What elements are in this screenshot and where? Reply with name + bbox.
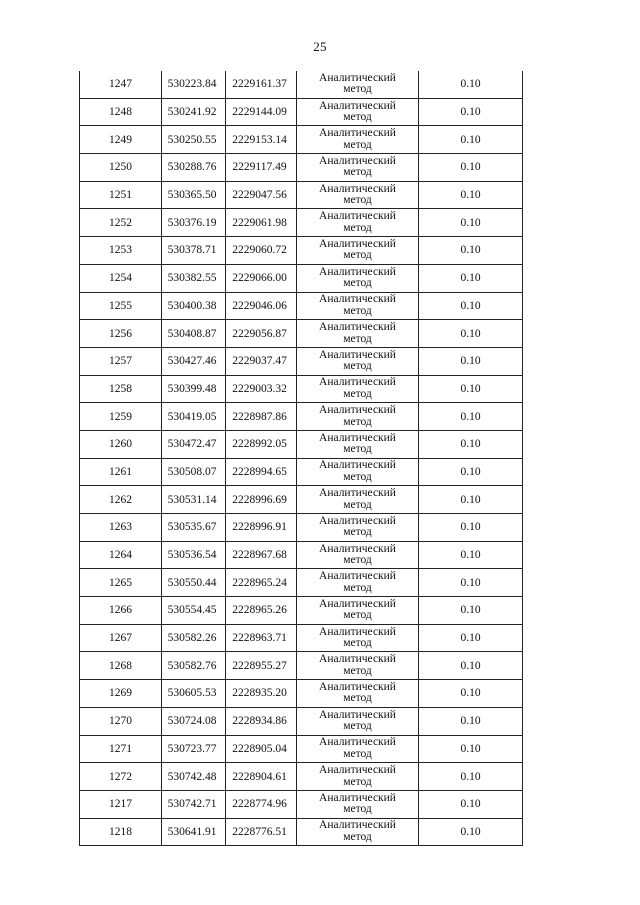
point-number-cell: 1268 bbox=[80, 652, 162, 680]
accuracy-cell: 0.10 bbox=[419, 71, 523, 98]
table-row bbox=[80, 209, 523, 237]
x-coordinate-cell: 530250.55 bbox=[162, 126, 226, 154]
x-coordinate-cell: 530536.54 bbox=[162, 541, 226, 569]
method-cell bbox=[297, 790, 419, 818]
method-text: метод bbox=[343, 720, 372, 733]
table-row bbox=[80, 514, 523, 542]
method-text: Аналитический bbox=[319, 431, 396, 444]
y-coordinate-cell: 2229037.47 bbox=[226, 347, 297, 375]
y-coordinate-cell: 2229003.32 bbox=[226, 375, 297, 403]
y-coordinate-cell: 2228965.26 bbox=[226, 597, 297, 625]
table-row bbox=[80, 347, 523, 375]
method-text: Аналитический bbox=[319, 708, 396, 721]
accuracy-cell: 0.10 bbox=[419, 264, 523, 292]
point-number-cell: 1262 bbox=[80, 486, 162, 514]
table-row bbox=[80, 126, 523, 154]
y-coordinate-cell: 2228955.27 bbox=[226, 652, 297, 680]
method-text: Аналитический bbox=[319, 487, 396, 500]
point-number-cell: 1252 bbox=[80, 209, 162, 237]
accuracy-cell: 0.10 bbox=[419, 154, 523, 182]
point-number-cell: 1261 bbox=[80, 458, 162, 486]
method-text: Аналитический bbox=[319, 764, 396, 777]
method-cell bbox=[297, 154, 419, 182]
method-cell bbox=[297, 652, 419, 680]
method-text: метод bbox=[343, 111, 372, 124]
accuracy-cell: 0.10 bbox=[419, 818, 523, 846]
coordinates-table bbox=[79, 71, 523, 846]
method-cell bbox=[297, 264, 419, 292]
x-coordinate-cell: 530742.48 bbox=[162, 763, 226, 791]
x-coordinate-cell: 530365.50 bbox=[162, 181, 226, 209]
x-coordinate-cell: 530531.14 bbox=[162, 486, 226, 514]
point-number-cell: 1257 bbox=[80, 347, 162, 375]
table-row bbox=[80, 71, 523, 98]
accuracy-cell: 0.10 bbox=[419, 541, 523, 569]
table-row bbox=[80, 707, 523, 735]
method-text: Аналитический bbox=[319, 736, 396, 749]
y-coordinate-cell: 2228994.65 bbox=[226, 458, 297, 486]
x-coordinate-cell: 530582.76 bbox=[162, 652, 226, 680]
point-number-cell: 1217 bbox=[80, 790, 162, 818]
table-row bbox=[80, 680, 523, 708]
method-cell bbox=[297, 126, 419, 154]
table-row bbox=[80, 237, 523, 265]
method-text: Аналитический bbox=[319, 514, 396, 527]
accuracy-cell: 0.10 bbox=[419, 430, 523, 458]
method-text: метод bbox=[343, 194, 372, 207]
point-number-cell: 1263 bbox=[80, 514, 162, 542]
method-text: метод bbox=[343, 498, 372, 511]
table-row bbox=[80, 292, 523, 320]
method-text: метод bbox=[343, 83, 372, 96]
accuracy-cell: 0.10 bbox=[419, 707, 523, 735]
point-number-cell: 1248 bbox=[80, 98, 162, 126]
table-row bbox=[80, 403, 523, 431]
method-text: метод bbox=[343, 581, 372, 594]
table-row bbox=[80, 458, 523, 486]
method-text: Аналитический bbox=[319, 127, 396, 140]
point-number-cell: 1251 bbox=[80, 181, 162, 209]
method-cell bbox=[297, 430, 419, 458]
method-text: Аналитический bbox=[319, 542, 396, 555]
y-coordinate-cell: 2228963.71 bbox=[226, 624, 297, 652]
x-coordinate-cell: 530605.53 bbox=[162, 680, 226, 708]
x-coordinate-cell: 530724.08 bbox=[162, 707, 226, 735]
method-cell bbox=[297, 763, 419, 791]
method-cell bbox=[297, 541, 419, 569]
point-number-cell: 1254 bbox=[80, 264, 162, 292]
x-coordinate-cell: 530376.19 bbox=[162, 209, 226, 237]
point-number-cell: 1271 bbox=[80, 735, 162, 763]
method-text: метод bbox=[343, 387, 372, 400]
table-row bbox=[80, 375, 523, 403]
method-cell bbox=[297, 71, 419, 98]
x-coordinate-cell: 530723.77 bbox=[162, 735, 226, 763]
point-number-cell: 1250 bbox=[80, 154, 162, 182]
method-text: метод bbox=[343, 221, 372, 234]
table-row bbox=[80, 818, 523, 846]
method-text: Аналитический bbox=[319, 653, 396, 666]
x-coordinate-cell: 530378.71 bbox=[162, 237, 226, 265]
x-coordinate-cell: 530288.76 bbox=[162, 154, 226, 182]
method-text: метод bbox=[343, 803, 372, 816]
method-cell bbox=[297, 98, 419, 126]
x-coordinate-cell: 530535.67 bbox=[162, 514, 226, 542]
method-cell bbox=[297, 458, 419, 486]
x-coordinate-cell: 530408.87 bbox=[162, 320, 226, 348]
x-coordinate-cell: 530641.91 bbox=[162, 818, 226, 846]
table-row bbox=[80, 763, 523, 791]
point-number-cell: 1218 bbox=[80, 818, 162, 846]
y-coordinate-cell: 2229046.06 bbox=[226, 292, 297, 320]
method-cell bbox=[297, 486, 419, 514]
y-coordinate-cell: 2228996.91 bbox=[226, 514, 297, 542]
method-text: Аналитический bbox=[319, 348, 396, 361]
method-text: Аналитический bbox=[319, 210, 396, 223]
accuracy-cell: 0.10 bbox=[419, 597, 523, 625]
method-text: метод bbox=[343, 166, 372, 179]
table-row bbox=[80, 624, 523, 652]
y-coordinate-cell: 2229153.14 bbox=[226, 126, 297, 154]
point-number-cell: 1259 bbox=[80, 403, 162, 431]
method-text: метод bbox=[343, 526, 372, 539]
point-number-cell: 1270 bbox=[80, 707, 162, 735]
method-cell bbox=[297, 320, 419, 348]
method-cell bbox=[297, 209, 419, 237]
method-cell bbox=[297, 735, 419, 763]
method-text: Аналитический bbox=[319, 154, 396, 167]
y-coordinate-cell: 2228967.68 bbox=[226, 541, 297, 569]
method-text: метод bbox=[343, 775, 372, 788]
accuracy-cell: 0.10 bbox=[419, 237, 523, 265]
method-text: метод bbox=[343, 443, 372, 456]
point-number-cell: 1267 bbox=[80, 624, 162, 652]
method-text: метод bbox=[343, 360, 372, 373]
method-text: метод bbox=[343, 304, 372, 317]
y-coordinate-cell: 2228934.86 bbox=[226, 707, 297, 735]
y-coordinate-cell: 2229056.87 bbox=[226, 320, 297, 348]
method-cell bbox=[297, 707, 419, 735]
accuracy-cell: 0.10 bbox=[419, 486, 523, 514]
y-coordinate-cell: 2228776.51 bbox=[226, 818, 297, 846]
method-text: Аналитический bbox=[319, 570, 396, 583]
accuracy-cell: 0.10 bbox=[419, 458, 523, 486]
point-number-cell: 1258 bbox=[80, 375, 162, 403]
accuracy-cell: 0.10 bbox=[419, 790, 523, 818]
x-coordinate-cell: 530241.92 bbox=[162, 98, 226, 126]
table-row bbox=[80, 597, 523, 625]
y-coordinate-cell: 2229047.56 bbox=[226, 181, 297, 209]
y-coordinate-cell: 2228935.20 bbox=[226, 680, 297, 708]
table-row bbox=[80, 569, 523, 597]
accuracy-cell: 0.10 bbox=[419, 403, 523, 431]
y-coordinate-cell: 2229061.98 bbox=[226, 209, 297, 237]
x-coordinate-cell: 530582.26 bbox=[162, 624, 226, 652]
x-coordinate-cell: 530554.45 bbox=[162, 597, 226, 625]
accuracy-cell: 0.10 bbox=[419, 569, 523, 597]
x-coordinate-cell: 530742.71 bbox=[162, 790, 226, 818]
table-row bbox=[80, 541, 523, 569]
y-coordinate-cell: 2229060.72 bbox=[226, 237, 297, 265]
table-row bbox=[80, 430, 523, 458]
table-row bbox=[80, 735, 523, 763]
y-coordinate-cell: 2228987.86 bbox=[226, 403, 297, 431]
method-text: метод bbox=[343, 609, 372, 622]
table-row bbox=[80, 154, 523, 182]
method-cell bbox=[297, 624, 419, 652]
method-text: Аналитический bbox=[319, 237, 396, 250]
method-cell bbox=[297, 347, 419, 375]
method-cell bbox=[297, 680, 419, 708]
accuracy-cell: 0.10 bbox=[419, 514, 523, 542]
x-coordinate-cell: 530400.38 bbox=[162, 292, 226, 320]
method-text: метод bbox=[343, 249, 372, 262]
accuracy-cell: 0.10 bbox=[419, 624, 523, 652]
x-coordinate-cell: 530419.05 bbox=[162, 403, 226, 431]
point-number-cell: 1253 bbox=[80, 237, 162, 265]
method-text: метод bbox=[343, 138, 372, 151]
accuracy-cell: 0.10 bbox=[419, 375, 523, 403]
accuracy-cell: 0.10 bbox=[419, 181, 523, 209]
table-row bbox=[80, 790, 523, 818]
y-coordinate-cell: 2228996.69 bbox=[226, 486, 297, 514]
point-number-cell: 1247 bbox=[80, 71, 162, 98]
table-row bbox=[80, 320, 523, 348]
accuracy-cell: 0.10 bbox=[419, 320, 523, 348]
table-row bbox=[80, 181, 523, 209]
method-cell bbox=[297, 514, 419, 542]
accuracy-cell: 0.10 bbox=[419, 763, 523, 791]
x-coordinate-cell: 530472.47 bbox=[162, 430, 226, 458]
point-number-cell: 1269 bbox=[80, 680, 162, 708]
point-number-cell: 1249 bbox=[80, 126, 162, 154]
method-cell bbox=[297, 597, 419, 625]
point-number-cell: 1255 bbox=[80, 292, 162, 320]
point-number-cell: 1272 bbox=[80, 763, 162, 791]
accuracy-cell: 0.10 bbox=[419, 652, 523, 680]
point-number-cell: 1260 bbox=[80, 430, 162, 458]
page-number: 25 bbox=[313, 39, 327, 54]
method-cell bbox=[297, 569, 419, 597]
x-coordinate-cell: 530382.55 bbox=[162, 264, 226, 292]
method-text: Аналитический bbox=[319, 597, 396, 610]
accuracy-cell: 0.10 bbox=[419, 680, 523, 708]
method-text: метод bbox=[343, 277, 372, 290]
accuracy-cell: 0.10 bbox=[419, 735, 523, 763]
method-text: Аналитический bbox=[319, 376, 396, 389]
method-text: Аналитический bbox=[319, 625, 396, 638]
method-text: метод bbox=[343, 747, 372, 760]
method-text: Аналитический bbox=[319, 265, 396, 278]
method-text: Аналитический bbox=[319, 293, 396, 306]
y-coordinate-cell: 2228992.05 bbox=[226, 430, 297, 458]
accuracy-cell: 0.10 bbox=[419, 126, 523, 154]
method-text: метод bbox=[343, 692, 372, 705]
accuracy-cell: 0.10 bbox=[419, 98, 523, 126]
point-number-cell: 1256 bbox=[80, 320, 162, 348]
table-row bbox=[80, 486, 523, 514]
method-text: Аналитический bbox=[319, 680, 396, 693]
x-coordinate-cell: 530508.07 bbox=[162, 458, 226, 486]
point-number-cell: 1264 bbox=[80, 541, 162, 569]
method-cell bbox=[297, 818, 419, 846]
method-text: метод bbox=[343, 470, 372, 483]
x-coordinate-cell: 530223.84 bbox=[162, 71, 226, 98]
method-text: Аналитический bbox=[319, 71, 396, 84]
method-cell bbox=[297, 237, 419, 265]
x-coordinate-cell: 530399.48 bbox=[162, 375, 226, 403]
method-text: Аналитический bbox=[319, 404, 396, 417]
x-coordinate-cell: 530427.46 bbox=[162, 347, 226, 375]
method-text: метод bbox=[343, 664, 372, 677]
method-cell bbox=[297, 403, 419, 431]
y-coordinate-cell: 2228774.96 bbox=[226, 790, 297, 818]
accuracy-cell: 0.10 bbox=[419, 347, 523, 375]
method-text: метод bbox=[343, 415, 372, 428]
method-cell bbox=[297, 375, 419, 403]
accuracy-cell: 0.10 bbox=[419, 292, 523, 320]
method-text: Аналитический bbox=[319, 459, 396, 472]
y-coordinate-cell: 2228965.24 bbox=[226, 569, 297, 597]
x-coordinate-cell: 530550.44 bbox=[162, 569, 226, 597]
method-text: метод bbox=[343, 332, 372, 345]
method-text: Аналитический bbox=[319, 819, 396, 832]
method-text: метод bbox=[343, 830, 372, 843]
method-text: Аналитический bbox=[319, 321, 396, 334]
y-coordinate-cell: 2229144.09 bbox=[226, 98, 297, 126]
method-cell bbox=[297, 181, 419, 209]
accuracy-cell: 0.10 bbox=[419, 209, 523, 237]
method-text: Аналитический bbox=[319, 99, 396, 112]
table-row bbox=[80, 98, 523, 126]
method-text: метод bbox=[343, 554, 372, 567]
y-coordinate-cell: 2228905.04 bbox=[226, 735, 297, 763]
method-cell bbox=[297, 292, 419, 320]
point-number-cell: 1266 bbox=[80, 597, 162, 625]
y-coordinate-cell: 2229066.00 bbox=[226, 264, 297, 292]
y-coordinate-cell: 2228904.61 bbox=[226, 763, 297, 791]
method-text: Аналитический bbox=[319, 791, 396, 804]
table-body bbox=[80, 71, 523, 846]
table-row bbox=[80, 264, 523, 292]
point-number-cell: 1265 bbox=[80, 569, 162, 597]
method-text: Аналитический bbox=[319, 182, 396, 195]
method-text: метод bbox=[343, 637, 372, 650]
y-coordinate-cell: 2229117.49 bbox=[226, 154, 297, 182]
y-coordinate-cell: 2229161.37 bbox=[226, 71, 297, 98]
table-row bbox=[80, 652, 523, 680]
